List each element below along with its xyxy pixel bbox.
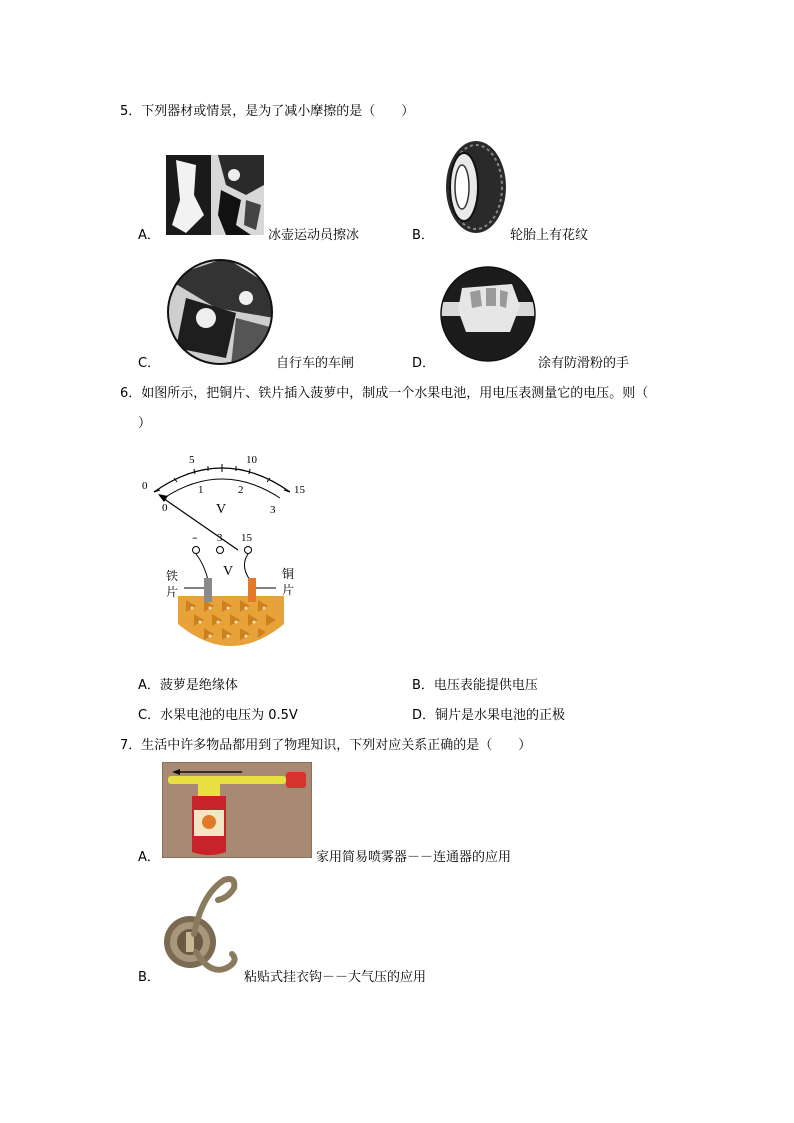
tire-drawing: [440, 138, 508, 236]
q6-option-a-text: 菠萝是绝缘体: [159, 678, 238, 693]
q6-option-a-letter: A．: [138, 678, 160, 693]
lower-scale-1: 1: [198, 484, 204, 496]
q7-option-b-text: 粘贴式挂衣钩－－大气压的应用: [244, 970, 427, 985]
lower-scale-3: 3: [270, 504, 276, 516]
copper-label-1: 铜: [282, 567, 295, 581]
q5-option-d-letter: D．: [412, 356, 436, 371]
q6-option-b: [412, 678, 538, 694]
q6-option-d-letter: D．: [412, 708, 436, 723]
voltmeter-diagram: [138, 446, 318, 660]
pineapple-shape: [178, 596, 284, 646]
q6-option-a: [138, 678, 238, 694]
q5-stem: 5．下列器材或情景，是为了减小摩擦的是（ ）: [120, 104, 415, 119]
hook-photo: [162, 874, 242, 982]
upper-scale-0: 0: [142, 480, 148, 492]
q6-option-d-text: 铜片是水果电池的正极: [435, 708, 566, 723]
q5-option-c-text: 自行车的车闸: [276, 356, 355, 371]
q6-option-b-text: 电压表能提供电压: [433, 678, 538, 693]
upper-scale-5: 5: [189, 454, 195, 466]
lower-scale-2: 2: [238, 484, 244, 496]
lower-scale-0: 0: [162, 502, 168, 514]
q6-option-c-text: 水果电池的电压为 0.5V: [160, 708, 298, 723]
iron-strip: [204, 578, 212, 602]
dial-unit: V: [216, 502, 227, 517]
q7-option-a-text: 家用简易喷雾器－－连通器的应用: [316, 850, 512, 865]
q7-option-a-letter: A．: [138, 850, 160, 865]
fruit-battery-figure: [138, 446, 318, 660]
hand-on-bar-photo: [440, 266, 536, 362]
q6-option-c: [138, 708, 298, 724]
q5-option-a-text: 冰壶运动员擦冰: [268, 228, 360, 243]
q6-stem-line1: 6．如图所示，把铜片、铁片插入菠萝中，制成一个水果电池，用电压表测量它的电压。则（: [120, 386, 649, 401]
terminal-15: 15: [241, 532, 252, 544]
copper-label-2: 片: [282, 583, 295, 597]
q5-option-b-text: 轮胎上有花纹: [510, 228, 589, 243]
upper-scale-15: 15: [294, 484, 305, 496]
meter-label: V: [223, 564, 234, 579]
q6-option-c-letter: C．: [138, 708, 161, 723]
q5-option-b-letter: B．: [412, 228, 434, 243]
q7-option-b-letter: B．: [138, 970, 160, 985]
q6-option-b-letter: B．: [412, 678, 434, 693]
iron-label-1: 铁: [166, 569, 179, 583]
q6-stem-line2: ）: [138, 416, 152, 431]
q7-stem: 7．生活中许多物品都用到了物理知识，下列对应关系正确的是（ ）: [120, 738, 532, 753]
q5-option-c-letter: C．: [138, 356, 161, 371]
iron-label-2: 片: [166, 585, 179, 599]
q5-option-a-letter: A．: [138, 228, 160, 243]
sprayer-photo: [162, 762, 312, 858]
terminal-3: 3: [217, 532, 223, 544]
copper-strip: [248, 578, 256, 602]
q5-option-d-text: 涂有防滑粉的手: [538, 356, 630, 371]
q6-option-d: [412, 708, 565, 724]
curling-photo: [166, 155, 264, 235]
bicycle-brake-photo: [166, 258, 274, 366]
upper-scale-10: 10: [246, 454, 257, 466]
terminal-negative: –: [192, 531, 198, 544]
